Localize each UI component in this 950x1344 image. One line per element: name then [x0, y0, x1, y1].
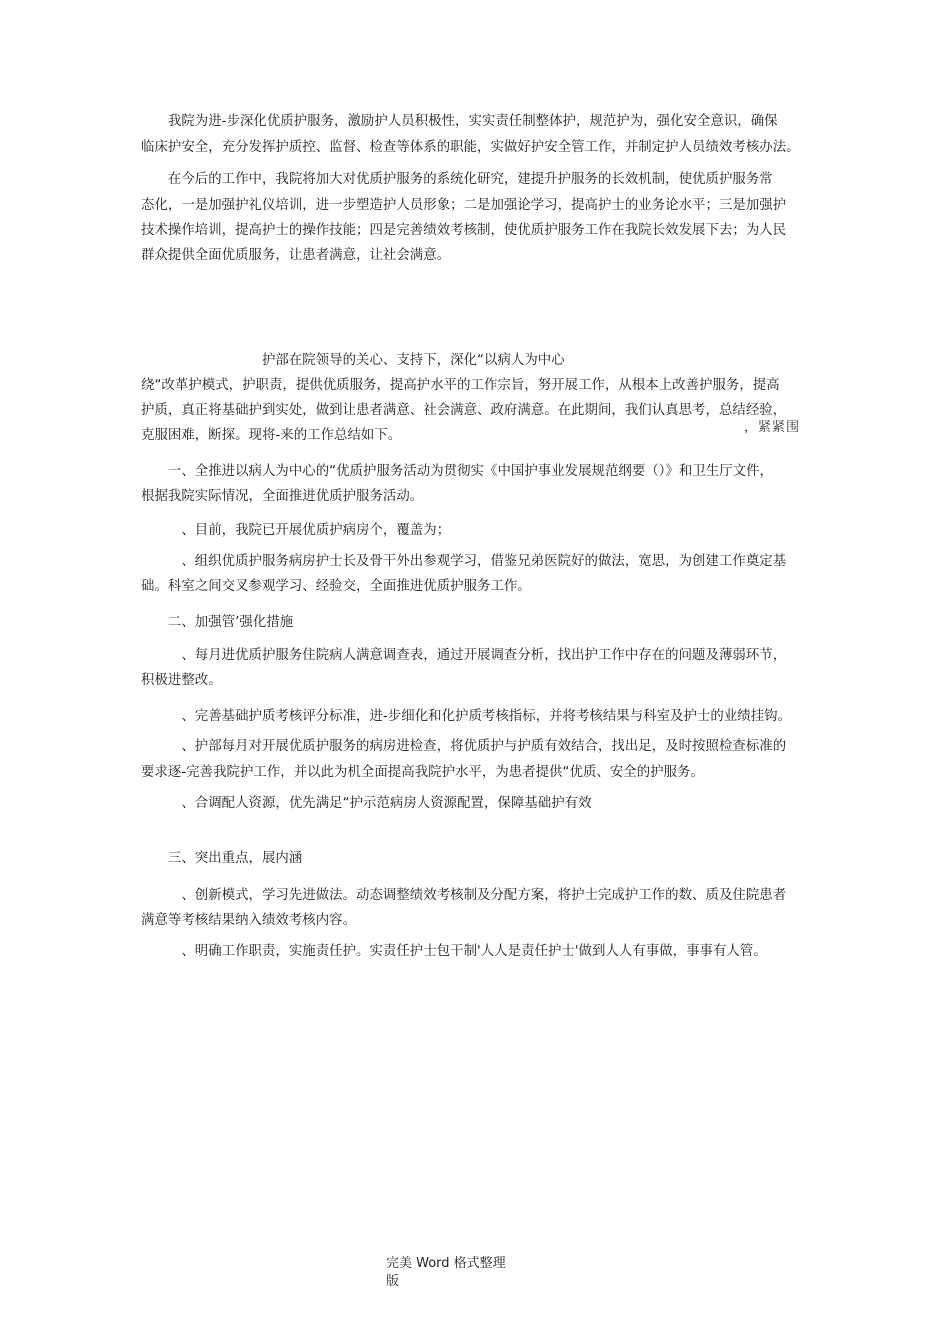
paragraph-line: 积极进整改。	[141, 673, 222, 688]
handwritten-mark: ，紧紧围	[744, 420, 801, 435]
paragraph-line: 根据我院实际情况，全面推进优质护服务活动。	[141, 489, 424, 504]
paragraph-line: 技术操作培训，提高护士的操作技能；四是完善绩效考核制，使优质护服务工作在我院长效发展下去；为人民	[141, 223, 787, 238]
paragraph-line: 护质，真正将基础护到实处，做到让患者满意、社会满意、政府满意。在此期间，我们认真思考，总结经验，	[141, 403, 787, 418]
paragraph-line: 在今后的工作中，我院将加大对优质护服务的系统化研究，建提升护服务的长效机制，使优质护服务常	[141, 172, 773, 187]
list-item: 、目前，我院已开展优质护病房个，覆盖为；	[141, 523, 451, 538]
paragraph-line: 满意等考核结果纳入绩效考核内容。	[141, 913, 357, 928]
paragraph-line: 临床护安全，充分发挥护质控、监督、检查等体系的职能，实做好护安全管工作，并制定护人员绩效考核办法。	[141, 140, 800, 155]
paragraph-line: 群众提供全面优质服务，让患者满意，让社会满意。	[141, 248, 451, 263]
section-heading: 一、全推进以病人为中心的“优质护服务活动为贯彻实《中国护事业发展规范纲要（）》和卫生厅文件，	[141, 464, 773, 479]
paragraph-line: 要求逐-完善我院护工作，并以此为机全面提高我院护水平，为患者提供“优质、安全的护服务。	[141, 765, 704, 780]
list-item: 、创新模式，学习先进做法。动态调整绩效考核制及分配方案，将护士完成护工作的数、质及住院患者	[141, 888, 787, 903]
paragraph-line: 础。科室之间交叉参观学习、经验交，全面推进优质护服务工作。	[141, 579, 531, 594]
section-heading: 二、加强管’强化措施	[141, 615, 294, 630]
list-item: 、护部每月对开展优质护服务的病房进检查，将优质护与护质有效结合，找出足，及时按照检查标准的	[141, 739, 787, 754]
list-item: 、组织优质护服务病房护士长及骨干外出参观学习，借鉴兄弟医院好的做法，宽思，为创建工作奠定基	[141, 554, 787, 569]
footer-text: 完美 Word 格式整理	[386, 1256, 506, 1271]
paragraph-line: 我院为进-步深化优质护服务，激励护人员积极性，实实责任制整体护，规范护为，强化安全意识，确保	[141, 114, 778, 129]
section-heading: 三、突出重点，展内涵	[141, 851, 303, 866]
footer-text: 版	[386, 1274, 400, 1289]
list-item: 、每月进优质护服务住院病人满意调查表，通过开展调查分析，找出护工作中存在的问题及薄弱环节，	[141, 648, 787, 663]
list-item: 、完善基础护质考核评分标准，进-步细化和化护质考核指标，并将考核结果与科室及护士的业绩挂钩。	[141, 709, 792, 724]
paragraph-line: 绕“改革护模式，护职责，提供优质服务，提高护水平的工作宗旨，努开展工作，从根本上改善护服务，提高	[141, 378, 780, 393]
paragraph-line: 克服困难，断探。现将-来的工作总结如下。	[141, 428, 402, 443]
list-item: 、明确工作职责，实施责任护。实责任护士包干制'人人是责任护士'做到人人有事做，事事有人管。	[141, 944, 767, 959]
paragraph-line: 态化，一是加强护礼仪培训，进一步塑造护人员形象；二是加强论学习，提高护士的业务论水平；三是加强护	[141, 198, 787, 213]
list-item: 、合调配人资源，优先满足“护示范病房人资源配置，保障基础护有效	[141, 796, 592, 811]
paragraph-line: 护部在院领导的关心、支持下，深化“以病人为中心	[141, 353, 565, 368]
